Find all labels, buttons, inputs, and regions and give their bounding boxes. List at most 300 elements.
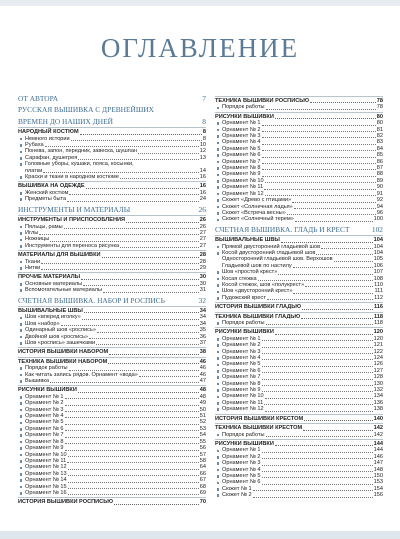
toc-entry-page: 110 [374, 281, 383, 288]
dot-leader [275, 445, 373, 446]
toc-entry-label: Сюжет № 1 [222, 485, 252, 492]
toc-entry-page: 31 [199, 287, 206, 294]
toc-entry-page: 89 [376, 177, 383, 184]
toc-entry-item [215, 432, 383, 438]
toc-entry-page: 54 [199, 432, 206, 439]
dot-leader [262, 150, 376, 151]
toc-entry-label: Сюжет «Древо с птицами» [222, 197, 292, 204]
dot-leader [65, 417, 199, 418]
toc-entry-item [215, 216, 383, 222]
toc-entry-page: 49 [199, 400, 206, 407]
dot-leader [120, 178, 199, 179]
toc-entry-page: 46 [199, 358, 206, 365]
toc-entry-page: 55 [199, 438, 206, 445]
toc-entry-label: Шов «двусторонний крест» [222, 288, 293, 295]
dot-leader [65, 430, 199, 431]
toc-entry-item [215, 320, 383, 326]
toc-entry-page: 144 [373, 447, 383, 454]
toc-entry-label: Орнамент № 11 [25, 457, 67, 464]
toc-entry-label: Рубаха [25, 142, 44, 149]
toc-entry-label: Орнамент № 12 [222, 406, 264, 413]
dot-leader [262, 125, 376, 126]
toc-entry-item [215, 492, 383, 498]
toc-entry-item [215, 295, 383, 301]
toc-entry-label: Понева, запон, передник, завеска, шушпан [25, 148, 138, 155]
toc-entry-label: РИСУНКИ ВЫШИВКИ [215, 440, 274, 447]
toc-entry-page: 124 [373, 355, 383, 362]
toc-entry-page: 13 [199, 154, 206, 161]
toc-entry-item-nodots [18, 161, 206, 167]
toc-entry-label: ВЫШИВАЛЬНЫЕ ШВЫ [18, 307, 83, 314]
dot-leader [120, 247, 199, 248]
toc-entry-page: 112 [374, 294, 383, 301]
toc-entry-page: 27 [199, 236, 206, 243]
toc-entry-label: Орнамент № 5 [25, 419, 64, 426]
dot-leader [69, 370, 199, 371]
dot-leader [68, 482, 199, 483]
toc-entry-label: Орнамент № 1 [222, 335, 261, 342]
toc-entry-label: Орнамент № 6 [25, 425, 64, 432]
toc-entry-page: 28 [199, 252, 206, 259]
toc-entry-page: 126 [373, 361, 383, 368]
dot-leader [39, 234, 199, 235]
dot-leader [109, 354, 199, 355]
toc-entry-section [215, 414, 383, 422]
toc-entry-page: 96 [376, 209, 383, 216]
dot-leader [50, 241, 198, 242]
toc-entry-item [18, 378, 206, 384]
toc-entry-label: ПРОЧИЕ МАТЕРИАЛЫ [18, 274, 81, 281]
toc-entry-label: Орнамент № 8 [25, 438, 64, 445]
toc-entry-page: 86 [376, 158, 383, 165]
dot-leader [262, 477, 373, 478]
toc-entry-page: 14 [199, 167, 206, 174]
dot-leader [266, 324, 373, 325]
toc-entry-page: 118 [373, 313, 383, 320]
toc-entry-label: Орнамент № 4 [222, 466, 261, 473]
toc-entry-item [18, 265, 206, 271]
dot-leader [262, 163, 376, 164]
toc-entry-label: Сюжет «Встреча весны» [222, 209, 286, 216]
dot-leader [41, 263, 199, 264]
toc-entry-section [18, 357, 206, 365]
toc-entry-page: 34 [199, 314, 206, 321]
toc-entry-label: Шов «вперед иголку» [25, 314, 81, 321]
toc-entry-chapter [18, 297, 206, 305]
dot-leader [253, 490, 373, 491]
dot-leader [265, 411, 373, 412]
toc-entry-page: 120 [373, 335, 383, 342]
toc-entry-page: 147 [373, 460, 383, 467]
toc-entry-page: 80 [376, 113, 383, 120]
toc-entry-section [18, 385, 206, 393]
dot-leader [321, 248, 373, 249]
toc-entry-label: Порядок работы [25, 365, 68, 372]
toc-entry-page: 102 [371, 224, 383, 234]
toc-entry-chapter [18, 206, 206, 214]
toc-entry-label: Иглы [25, 229, 39, 236]
toc-entry-section [215, 327, 383, 335]
toc-entry-page: 51 [199, 413, 206, 420]
toc-entry-page: 88 [376, 171, 383, 178]
toc-entry-page: 12 [199, 148, 206, 155]
toc-entry-item [18, 196, 206, 202]
toc-entry-page: 28 [199, 258, 206, 265]
dot-leader [86, 188, 199, 189]
toc-entry-label: ИНСТРУМЕНТЫ И МАТЕРИАЛЫ [18, 204, 131, 214]
dot-leader [65, 443, 199, 444]
toc-entry-page: 146 [373, 453, 383, 460]
toc-entry-label: Орнамент № 3 [222, 460, 261, 467]
toc-entry-label: Орнамент № 2 [25, 400, 64, 407]
toc-entry-page: 34 [199, 307, 206, 314]
toc-entry-label: Женский костюм [25, 189, 69, 196]
toc-entry-label: Орнамент № 10 [222, 393, 264, 400]
dot-leader [281, 242, 373, 243]
toc-entry-label: МАТЕРИАЛЫ ДЛЯ ВЫШИВКИ [18, 252, 101, 259]
dot-leader [78, 159, 198, 160]
dot-leader [275, 118, 376, 119]
toc-entry-label: Орнамент № 9 [222, 171, 261, 178]
dot-leader [304, 420, 373, 421]
toc-entry-label: Вспомогательные материалы [25, 287, 102, 294]
toc-entry-item [215, 104, 383, 110]
toc-entry-label: Орнамент № 12 [222, 190, 264, 197]
toc-entry-page: 32 [198, 295, 206, 305]
toc-entry-page: 37 [199, 340, 206, 346]
toc-entry-label: Орнамент № 7 [222, 374, 261, 381]
toc-entry-page: 153 [373, 479, 383, 486]
dot-leader [68, 456, 199, 457]
dot-leader [65, 437, 199, 438]
dot-leader [265, 195, 376, 196]
toc-entry-section [215, 235, 383, 243]
toc-entry-label: Орнамент № 4 [222, 139, 261, 146]
toc-entry-label: Орнамент № 4 [25, 413, 64, 420]
toc-entry-section [18, 306, 206, 314]
toc-entry-label: Пяльцы, рамы [25, 223, 63, 230]
toc-entry-label: Орнамент № 7 [25, 432, 64, 439]
toc-entry-item [215, 406, 383, 412]
toc-entry-label: ИНСТРУМЕНТЫ И ПРИСПОСОБЛЕНИЯ [18, 217, 126, 224]
toc-entry-label: ТЕХНИКА ВЫШИВКИ НАБОРОМ [18, 358, 108, 365]
toc-entry-label: Двойной шов «роспись» [25, 333, 89, 340]
toc-entry-label: Орнамент № 3 [25, 406, 64, 413]
toc-entry-page: 108 [373, 275, 383, 282]
toc-entry-page: 148 [373, 466, 383, 473]
dot-leader [84, 312, 199, 313]
dot-leader [68, 469, 199, 470]
toc-entry-page: 68 [199, 483, 206, 490]
toc-entry-page: 27 [199, 229, 206, 236]
toc-entry-page: 26 [198, 204, 206, 214]
toc-entry-label: Шов «простой крест» [222, 269, 278, 276]
dot-leader [82, 319, 199, 320]
toc-entry-page: 58 [199, 457, 206, 464]
toc-entry-page: 87 [376, 165, 383, 172]
toc-entry-page: 16 [199, 174, 206, 181]
toc-entry-label: Орнамент № 15 [25, 483, 67, 490]
toc-entry-section [215, 312, 383, 320]
toc-entry-label: Орнамент № 8 [222, 380, 261, 387]
toc-entry-label: ИСТОРИЯ ВЫШИВКИ НАБОРОМ [18, 349, 109, 356]
toc-entry-label: Орнамент № 3 [222, 348, 261, 355]
toc-entry-label: Орнамент № 4 [222, 355, 261, 362]
toc-entry-label: Порядок работы [222, 431, 265, 438]
dot-leader [262, 347, 373, 348]
dot-leader [81, 279, 199, 280]
top-rule [0, 0, 400, 6]
toc-entry-page: 82 [376, 133, 383, 140]
toc-entry-page: 104 [373, 249, 383, 256]
toc-entry-section [18, 127, 206, 135]
toc-entry-label: платки [25, 167, 43, 174]
dot-leader [253, 497, 373, 498]
toc-entry-label: Вышивка [25, 378, 50, 385]
dot-leader [50, 382, 199, 383]
toc-entry-label: Орнамент № 12 [25, 464, 67, 471]
toc-entry-page: 136 [373, 399, 383, 406]
toc-entry-page: 107 [373, 269, 383, 276]
toc-entry-page: 78 [376, 104, 383, 111]
toc-entry-label: Орнамент № 9 [25, 445, 64, 452]
toc-entry-label: Шов «роспись» зашечками [25, 340, 96, 346]
toc-entry-label: Орнамент № 2 [222, 453, 261, 460]
toc-entry-page: 156 [373, 492, 383, 499]
toc-entry-label: Орнамент № 8 [222, 165, 261, 172]
toc-entry-label: ТЕХНИКА ВЫШИВКИ ГЛАДЬЮ [215, 313, 301, 320]
toc-entry-label: Сюжет «Солнечный терем» [222, 216, 294, 223]
toc-entry-page: 70 [199, 499, 206, 506]
dot-leader [65, 405, 199, 406]
toc-entry-label: Порядок работы [222, 320, 265, 326]
dot-leader [68, 494, 199, 495]
toc-entry-label: Прямой двусторонний гладьевой шов [222, 243, 321, 250]
dot-leader [293, 293, 373, 294]
toc-entry-label: Орнамент № 9 [222, 387, 261, 394]
toc-entry-label: Косой стежок, шов «полукрест» [222, 281, 305, 288]
dot-leader [114, 504, 199, 505]
toc-entry-page: 16 [199, 189, 206, 196]
toc-entry-page: 104 [373, 243, 383, 250]
dot-leader [262, 359, 373, 360]
toc-entry-page: 35 [199, 327, 206, 334]
toc-entry-page: 8 [202, 135, 206, 142]
dot-leader [65, 450, 199, 451]
toc-entry-page: 29 [199, 264, 206, 271]
toc-entry-label: НАРОДНЫЙ КОСТЮМ [18, 129, 79, 136]
toc-entry-page: 140 [373, 415, 383, 422]
dot-leader [310, 102, 376, 103]
toc-entry-chapter [215, 226, 383, 234]
toc-entry-page: 8 [202, 116, 206, 126]
dot-leader [139, 376, 199, 377]
dot-leader [295, 221, 373, 222]
toc-entry-label: РИСУНКИ ВЫШИВКИ [18, 387, 77, 394]
toc-entry-page: 144 [373, 440, 383, 447]
dot-leader [262, 465, 373, 466]
dot-leader [45, 146, 199, 147]
toc-entry-page: 57 [199, 451, 206, 458]
toc-entry-label: Сарафан, душегрея [25, 154, 78, 161]
dot-leader [264, 404, 372, 405]
toc-entry-page: 116 [373, 304, 383, 311]
toc-entry-label: Орнамент № 10 [25, 451, 67, 458]
dot-leader [102, 257, 199, 258]
toc-entry-label: Орнамент № 1 [25, 393, 64, 400]
toc-entry-label: Орнамент № 11 [222, 399, 264, 406]
toc-entry-section [215, 439, 383, 447]
toc-entry-page: 134 [373, 393, 383, 400]
dot-leader [262, 131, 376, 132]
toc-entry-label: ВРЕМЕН ДО НАШИХ ДНЕЙ [18, 116, 113, 126]
dot-leader [262, 353, 373, 354]
dot-leader [264, 189, 376, 190]
toc-entry-page: 7 [202, 94, 206, 103]
toc-entry-label: Косой двусторонний гладьевой шов [222, 249, 316, 256]
toc-column-right [215, 95, 383, 499]
dot-leader [103, 292, 199, 293]
toc-entry-section [18, 181, 206, 189]
dot-leader [80, 134, 202, 135]
toc-entry-page: 10 [199, 142, 206, 149]
toc-entry-page: 128 [373, 374, 383, 381]
toc-entry-label: Орнамент № 13 [25, 470, 67, 477]
dot-leader [71, 140, 202, 141]
dot-leader [138, 153, 199, 154]
dot-leader [262, 458, 373, 459]
dot-leader [262, 471, 373, 472]
toc-entry-page: 53 [199, 425, 206, 432]
dot-leader [65, 424, 199, 425]
toc-entry-section [18, 250, 206, 258]
dot-leader [262, 157, 376, 158]
dot-leader [262, 366, 373, 367]
toc-entry-label: Косая стежка [222, 275, 257, 282]
toc-entry-label: Ткани [25, 258, 41, 265]
toc-entry-page: 46 [199, 371, 206, 378]
toc-entry-label: Орнамент № 2 [222, 342, 261, 349]
toc-entry-label: Орнамент № 5 [222, 361, 261, 368]
toc-entry-label: Орнамент № 5 [222, 145, 261, 152]
dot-leader [302, 309, 373, 310]
dot-leader [293, 267, 373, 268]
toc-entry-item [18, 243, 206, 249]
toc-entry-page: 132 [373, 387, 383, 394]
toc-entry-page: 91 [376, 190, 383, 197]
page-title: ОГЛАВЛЕНИЕ [100, 33, 300, 63]
toc-entry-label: Сюжет № 2 [222, 492, 252, 499]
dot-leader [262, 385, 373, 386]
toc-entry-page: 38 [199, 349, 206, 356]
toc-entry-page: 26 [199, 223, 206, 230]
toc-entry-label: Порядок работы [222, 104, 265, 111]
toc-entry-page: 48 [199, 393, 206, 400]
dot-leader [89, 338, 199, 339]
toc-entry-label: Орнамент № 6 [222, 367, 261, 374]
dot-leader [278, 274, 372, 275]
toc-entry-page: 142 [373, 431, 383, 438]
toc-entry-label: Предметы быта [25, 196, 67, 203]
dot-leader [294, 208, 376, 209]
toc-entry-page: 104 [373, 237, 383, 244]
toc-entry-page: 142 [373, 425, 383, 432]
toc-column-left [18, 95, 206, 506]
toc-entry-page: 92 [376, 197, 383, 204]
dot-leader [301, 318, 373, 319]
dot-leader [334, 261, 373, 262]
toc-entry-chapter [18, 95, 206, 103]
toc-entry-page: 111 [374, 288, 383, 295]
dot-leader [275, 334, 373, 335]
toc-entry-label: ТЕХНИКА ВЫШИВКИ РОСПИСЬЮ [215, 98, 310, 104]
dot-leader [68, 475, 199, 476]
toc-entry-label: Инструменты для переноса рисунка [25, 242, 120, 249]
toc-entry-item [18, 340, 206, 346]
dot-leader [265, 182, 376, 183]
toc-entry-page: 122 [373, 348, 383, 355]
toc-entry-label: Пудожский крест [222, 294, 266, 301]
toc-entry-page: 84 [376, 145, 383, 152]
toc-entry-item [18, 490, 206, 496]
toc-entry-label: ИСТОРИЯ ВЫШИВКИ КРЕСТОМ [215, 415, 304, 422]
toc-entry-page: 85 [376, 152, 383, 159]
dot-leader [65, 398, 199, 399]
toc-entry-page: 56 [199, 445, 206, 452]
toc-entry-label: Как читать запись рядов. Орнамент «вода» [25, 371, 138, 378]
toc-entry-section [215, 112, 383, 120]
toc-entry-item [215, 250, 383, 256]
toc-entry-label: Орнамент № 7 [222, 158, 261, 165]
dot-leader [262, 379, 373, 380]
dot-leader [316, 254, 372, 255]
toc-entry-label: РИСУНКИ ВЫШИВКИ [215, 329, 274, 336]
toc-entry-page: 64 [199, 464, 206, 471]
toc-entry-page: 36 [199, 333, 206, 340]
toc-entry-label: Сюжет «Солнечная ладья» [222, 203, 293, 210]
toc-entry-page: 118 [374, 320, 383, 326]
dot-leader [258, 280, 373, 281]
toc-entry-label: ТЕХНИКА ВЫШИВКИ КРЕСТОМ [215, 425, 303, 432]
dot-leader [267, 299, 373, 300]
toc-entry-section [18, 272, 206, 280]
toc-entry-label: Орнамент № 6 [222, 152, 261, 159]
toc-entry-section [18, 497, 206, 505]
toc-entry-label: Орнамент № 3 [222, 133, 261, 140]
dot-leader [83, 285, 199, 286]
toc-entry-page: 154 [373, 485, 383, 492]
toc-entry-section [215, 96, 383, 104]
dot-leader [41, 269, 198, 270]
dot-leader [262, 137, 376, 138]
toc-entry-label: Ножницы [25, 236, 50, 243]
toc-entry-chapter2b [18, 118, 206, 126]
toc-entry-page: 80 [376, 120, 383, 127]
dot-leader [96, 344, 199, 345]
toc-entry-page: 50 [199, 406, 206, 413]
toc-entry-page: 100 [373, 216, 383, 223]
dot-leader [64, 228, 199, 229]
toc-entry-label: Шов «набор» [25, 320, 60, 327]
toc-entry-page: 121 [373, 342, 383, 349]
toc-entry-label: ВЫШИВКА НА ОДЕЖДЕ [18, 183, 85, 190]
dot-leader [65, 411, 199, 412]
toc-entry-page: 94 [376, 203, 383, 210]
toc-entry-label: Немного истории [25, 135, 70, 142]
dot-leader [265, 398, 373, 399]
toc-entry-page: 127 [373, 367, 383, 374]
toc-entry-label: Гладьевой шов по настилу [222, 262, 292, 269]
